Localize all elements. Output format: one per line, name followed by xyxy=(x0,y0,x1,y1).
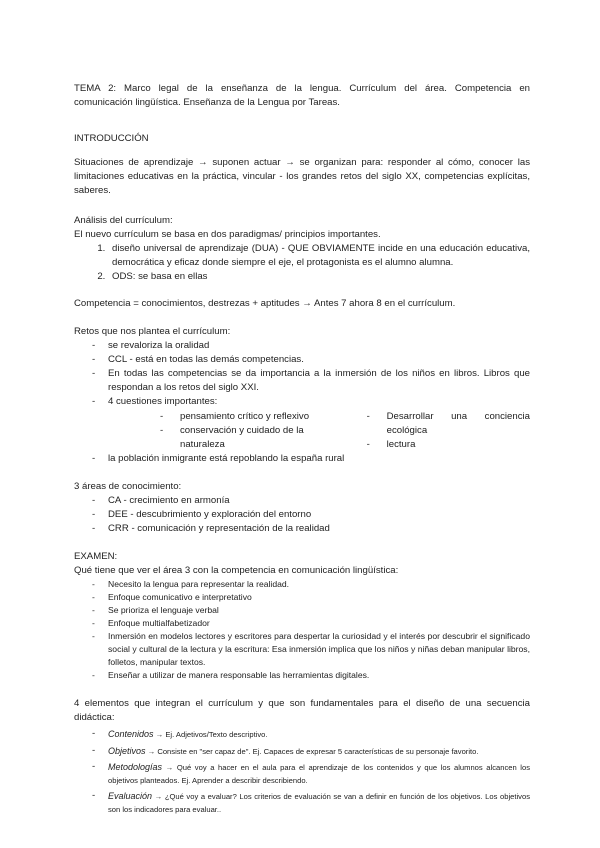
list-item: 2. ODS: se basa en ellas xyxy=(108,270,530,284)
elemento-term: Evaluación xyxy=(108,791,153,801)
list-item xyxy=(74,728,530,742)
elemento-text: → Qué voy a hacer en el aula para el aprendizaje de los contenidos y que los alumnos alcancen los objetivos planteados. Ej. Aprender a describir describiendo. xyxy=(108,763,530,785)
cuestiones-column-2 xyxy=(367,410,530,452)
list-item xyxy=(74,395,530,452)
list-item: - pensamiento crítico y reflexivo xyxy=(160,410,331,424)
cuestiones-columns xyxy=(108,410,530,452)
retos-heading: Retos que nos plantea el currículum: xyxy=(74,326,231,337)
list-item xyxy=(74,761,530,787)
elemento-text: → Consiste en "ser capaz de". Ej. Capaces de expresar 5 características de su personaje favorito. xyxy=(145,746,479,756)
list-item: - Enfoque multialfabetizador xyxy=(74,617,530,630)
elementos-list xyxy=(74,728,530,816)
list-item: - se revaloriza la oralidad xyxy=(74,339,530,353)
intro-heading: INTRODUCCIÓN xyxy=(74,133,149,144)
elemento-text: → Ej. Adjetivos/Texto descriptivo. xyxy=(153,730,268,739)
examen-list xyxy=(74,578,530,682)
paradigms-list xyxy=(74,242,530,284)
list-item: - CRR - comunicación y representación de la realidad xyxy=(74,522,530,536)
title-line-1: TEMA 2: Marco legal de la enseñanza de la lengua. Currículum del área. Competencia en xyxy=(74,83,530,94)
list-item: - En todas las competencias se da importancia a la inmersión de los niños en libros. Libros que respondan a los retos del siglo XXI. xyxy=(74,367,530,395)
analysis-heading: Análisis del currículum: xyxy=(74,215,173,226)
list-item: - conservación y cuidado de la naturaleza xyxy=(160,424,331,452)
list-item xyxy=(74,790,530,816)
list-item: - Enfoque comunicativo e interpretativo xyxy=(74,591,530,604)
list-item: - Necesito la lengua para representar la realidad. xyxy=(74,578,530,591)
analysis-intro: El nuevo currículum se basa en dos paradigmas/ principios importantes. xyxy=(74,229,381,240)
elemento-term: Objetivos xyxy=(108,745,146,756)
list-item: - lectura xyxy=(367,438,530,452)
competencia-paragraph: Competencia = conocimientos, destrezas + aptitudes → Antes 7 ahora 8 en el currículum. xyxy=(74,298,456,309)
examen-heading: EXAMEN: xyxy=(74,551,118,562)
list-item: - la población inmigrante está repoblando la españa rural xyxy=(74,452,530,466)
list-item: - CA - crecimiento en armonía xyxy=(74,494,530,508)
list-item xyxy=(74,745,530,759)
areas-heading: 3 áreas de conocimiento: xyxy=(74,481,182,492)
elemento-term: Metodologías xyxy=(108,762,163,772)
document-page xyxy=(74,82,530,819)
title-line-2: comunicación lingüística. Enseñanza de la Lengua por Tareas. xyxy=(74,97,340,108)
elemento-text: → ¿Qué voy a evaluar? Los criterios de evaluación se van a definir en función de los objetivos. Los objetivos son los indicadores para evaluar.. xyxy=(108,792,530,814)
document-title xyxy=(74,82,530,96)
list-item: - DEE - descubrimiento y exploración del entorno xyxy=(74,508,530,522)
list-item: - CCL - está en todas las demás competencias. xyxy=(74,353,530,367)
intro-paragraph: Situaciones de aprendizaje → suponen actuar → se organizan para: responder al cómo, conocer las limitaciones educativas en la práctica, vincular - los grandes retos del siglo XX, competencias explícitas, saberes. xyxy=(74,157,530,196)
list-item: - Enseñar a utilizar de manera responsable las herramientas digitales. xyxy=(74,669,530,682)
elemento-term: Contenidos xyxy=(108,729,154,739)
elementos-heading: 4 elementos que integran el currículum y que son fundamentales para el diseño de una secuencia didáctica: xyxy=(74,698,530,723)
list-item: - Se prioriza el lenguaje verbal xyxy=(74,604,530,617)
list-item: 1. diseño universal de aprendizaje (DUA) - QUE OBVIAMENTE incide en una educación educativa, democrática y eficaz donde siempre el eje, el protagonista es el alumno alumna. xyxy=(108,242,530,270)
document-title-continued xyxy=(74,96,530,110)
cuestiones-column-1 xyxy=(160,410,331,452)
examen-question: Qué tiene que ver el área 3 con la competencia en comunicación lingüística: xyxy=(74,565,399,576)
retos-list xyxy=(74,339,530,466)
list-item: - Desarrollar una conciencia ecológica xyxy=(367,410,530,438)
cuestiones-label: 4 cuestiones importantes: xyxy=(108,396,218,407)
list-item: - Inmersión en modelos lectores y escritores para despertar la curiosidad y el interés por descubrir el significado social y cultural de la lectura y la escritura: Esa inmersión implica que los niños y niñas deban manipular libros, folletos, manipular textos. xyxy=(74,630,530,669)
areas-list xyxy=(74,494,530,536)
